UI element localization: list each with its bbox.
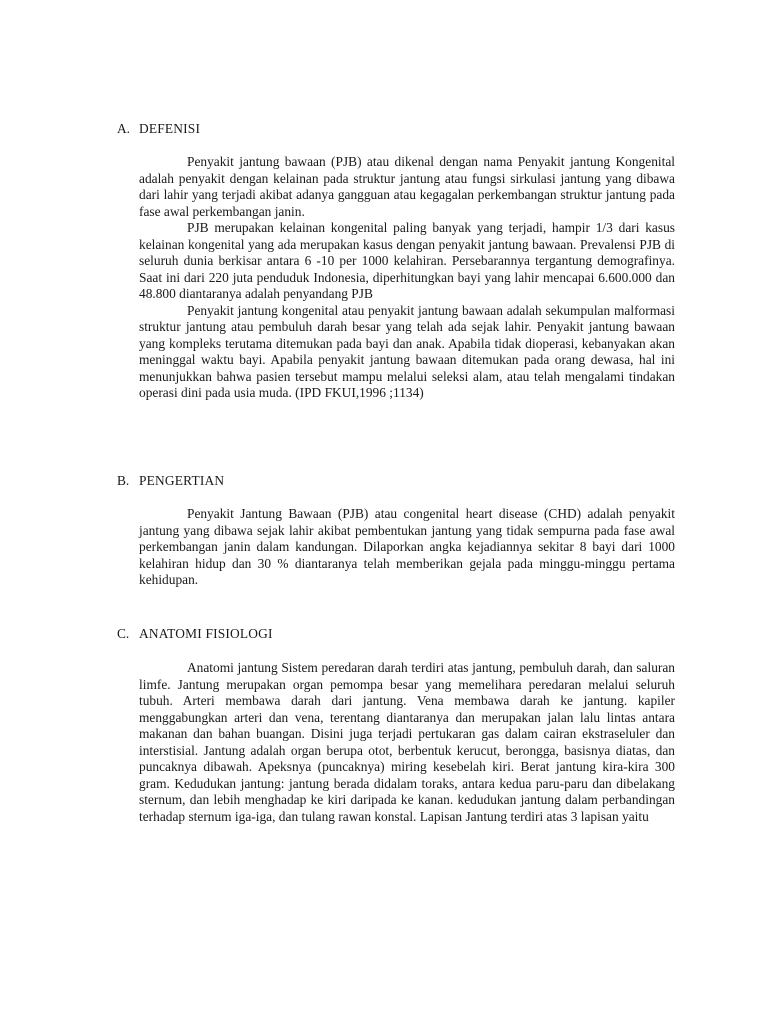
paragraph: Penyakit jantung kongenital atau penyakit jantung bawaan adalah sekumpulan malformasi struktur jantung atau pembuluh darah besar yang telah ada sejak lahir. Penyakit jantung bawaan yang kompleks terutama ditemukan pada bayi dan anak. Apabila tidak dioperasi, kebanyakan akan meninggal waktu bayi. Apabila penyakit jantung bawaan ditemukan pada orang dewasa, hal ini menunjukkan bahwa pasien tersebut mampu melalui seleksi alam, atau telah mengalami tindakan operasi dini pada usia muda. (IPD FKUI,1996 ;1134) bbox=[139, 302, 675, 400]
section-letter: B. bbox=[117, 473, 130, 488]
section-heading bbox=[117, 121, 675, 138]
paragraph: Penyakit jantung bawaan (PJB) atau dikenal dengan nama Penyakit jantung Kongenital adalah penyakit dengan kelainan pada struktur jantung atau fungsi sirkulasi jantung yang dibawa dari lahir yang terjadi akibat adanya gangguan atau kegagalan perkembangan struktur jantung pada fase awal perkembangan janin. bbox=[139, 154, 675, 219]
section-title: DEFENISI bbox=[139, 121, 201, 136]
section-body bbox=[139, 506, 675, 589]
section-title: PENGERTIAN bbox=[139, 473, 225, 488]
section-anatomi-fisiologi bbox=[117, 626, 675, 825]
section-heading bbox=[117, 626, 675, 643]
section-title: ANATOMI FISIOLOGI bbox=[139, 626, 273, 641]
section-letter: A. bbox=[117, 121, 131, 136]
section-letter: C. bbox=[117, 626, 130, 641]
section-body bbox=[139, 660, 675, 825]
section-heading bbox=[117, 473, 675, 490]
paragraph: PJB merupakan kelainan kongenital paling banyak yang terjadi, hampir 1/3 dari kasus kelainan kongenital yang ada merupakan kasus dengan penyakit jantung bawaan. Prevalensi PJB di seluruh dunia berkisar antara 6 -10 per 1000 kelahiran. Persebarannya tergantung demografinya. Saat ini dari 220 juta penduduk Indonesia, diperhitungkan bayi yang lahir mencapai 6.600.000 dan 48.800 diantaranya adalah penyandang PJB bbox=[139, 220, 675, 301]
paragraph: Penyakit Jantung Bawaan (PJB) atau congenital heart disease (CHD) adalah penyakit jantung yang dibawa sejak lahir akibat pembentukan jantung yang tidak sempurna pada fase awal perkembangan janin dalam kandungan. Dilaporkan angka kejadiannya sekitar 8 bayi dari 1000 kelahiran hidup dan 30 % diantaranya telah memberikan gejala pada minggu-minggu pertama kehidupan. bbox=[139, 506, 675, 587]
paragraph: Anatomi jantung Sistem peredaran darah terdiri atas jantung, pembuluh darah, dan saluran limfe. Jantung merupakan organ pemompa besar yang memelihara peredaran melalui seluruh tubuh. Arteri membawa darah dari jantung. Vena membawa darah ke jantung. kapiler menggabungkan arteri dan vena, terentang diantaranya dan merupakan jalan lalu lintas antara makanan dan bahan buangan. Disini juga terjadi pertukaran gas dalam cairan ekstraseluler dan interstisial. Jantung adalah organ berupa otot, berbentuk kerucut, berongga, basisnya diatas, dan puncaknya dibawah. Apeksnya (puncaknya) miring kesebelah kiri. Berat jantung kira-kira 300 gram. Kedudukan jantung: jantung berada didalam toraks, antara kedua paru-paru dan dibelakang sternum, dan lebih menghadap ke kiri daripada ke kanan. kedudukan jantung dalam perbandingan terhadap sternum iga-iga, dan tulang rawan konstal. Lapisan Jantung terdiri atas 3 lapisan yaitu bbox=[139, 660, 675, 824]
section-defenisi bbox=[117, 121, 675, 402]
section-body bbox=[139, 154, 675, 402]
section-pengertian bbox=[117, 473, 675, 589]
